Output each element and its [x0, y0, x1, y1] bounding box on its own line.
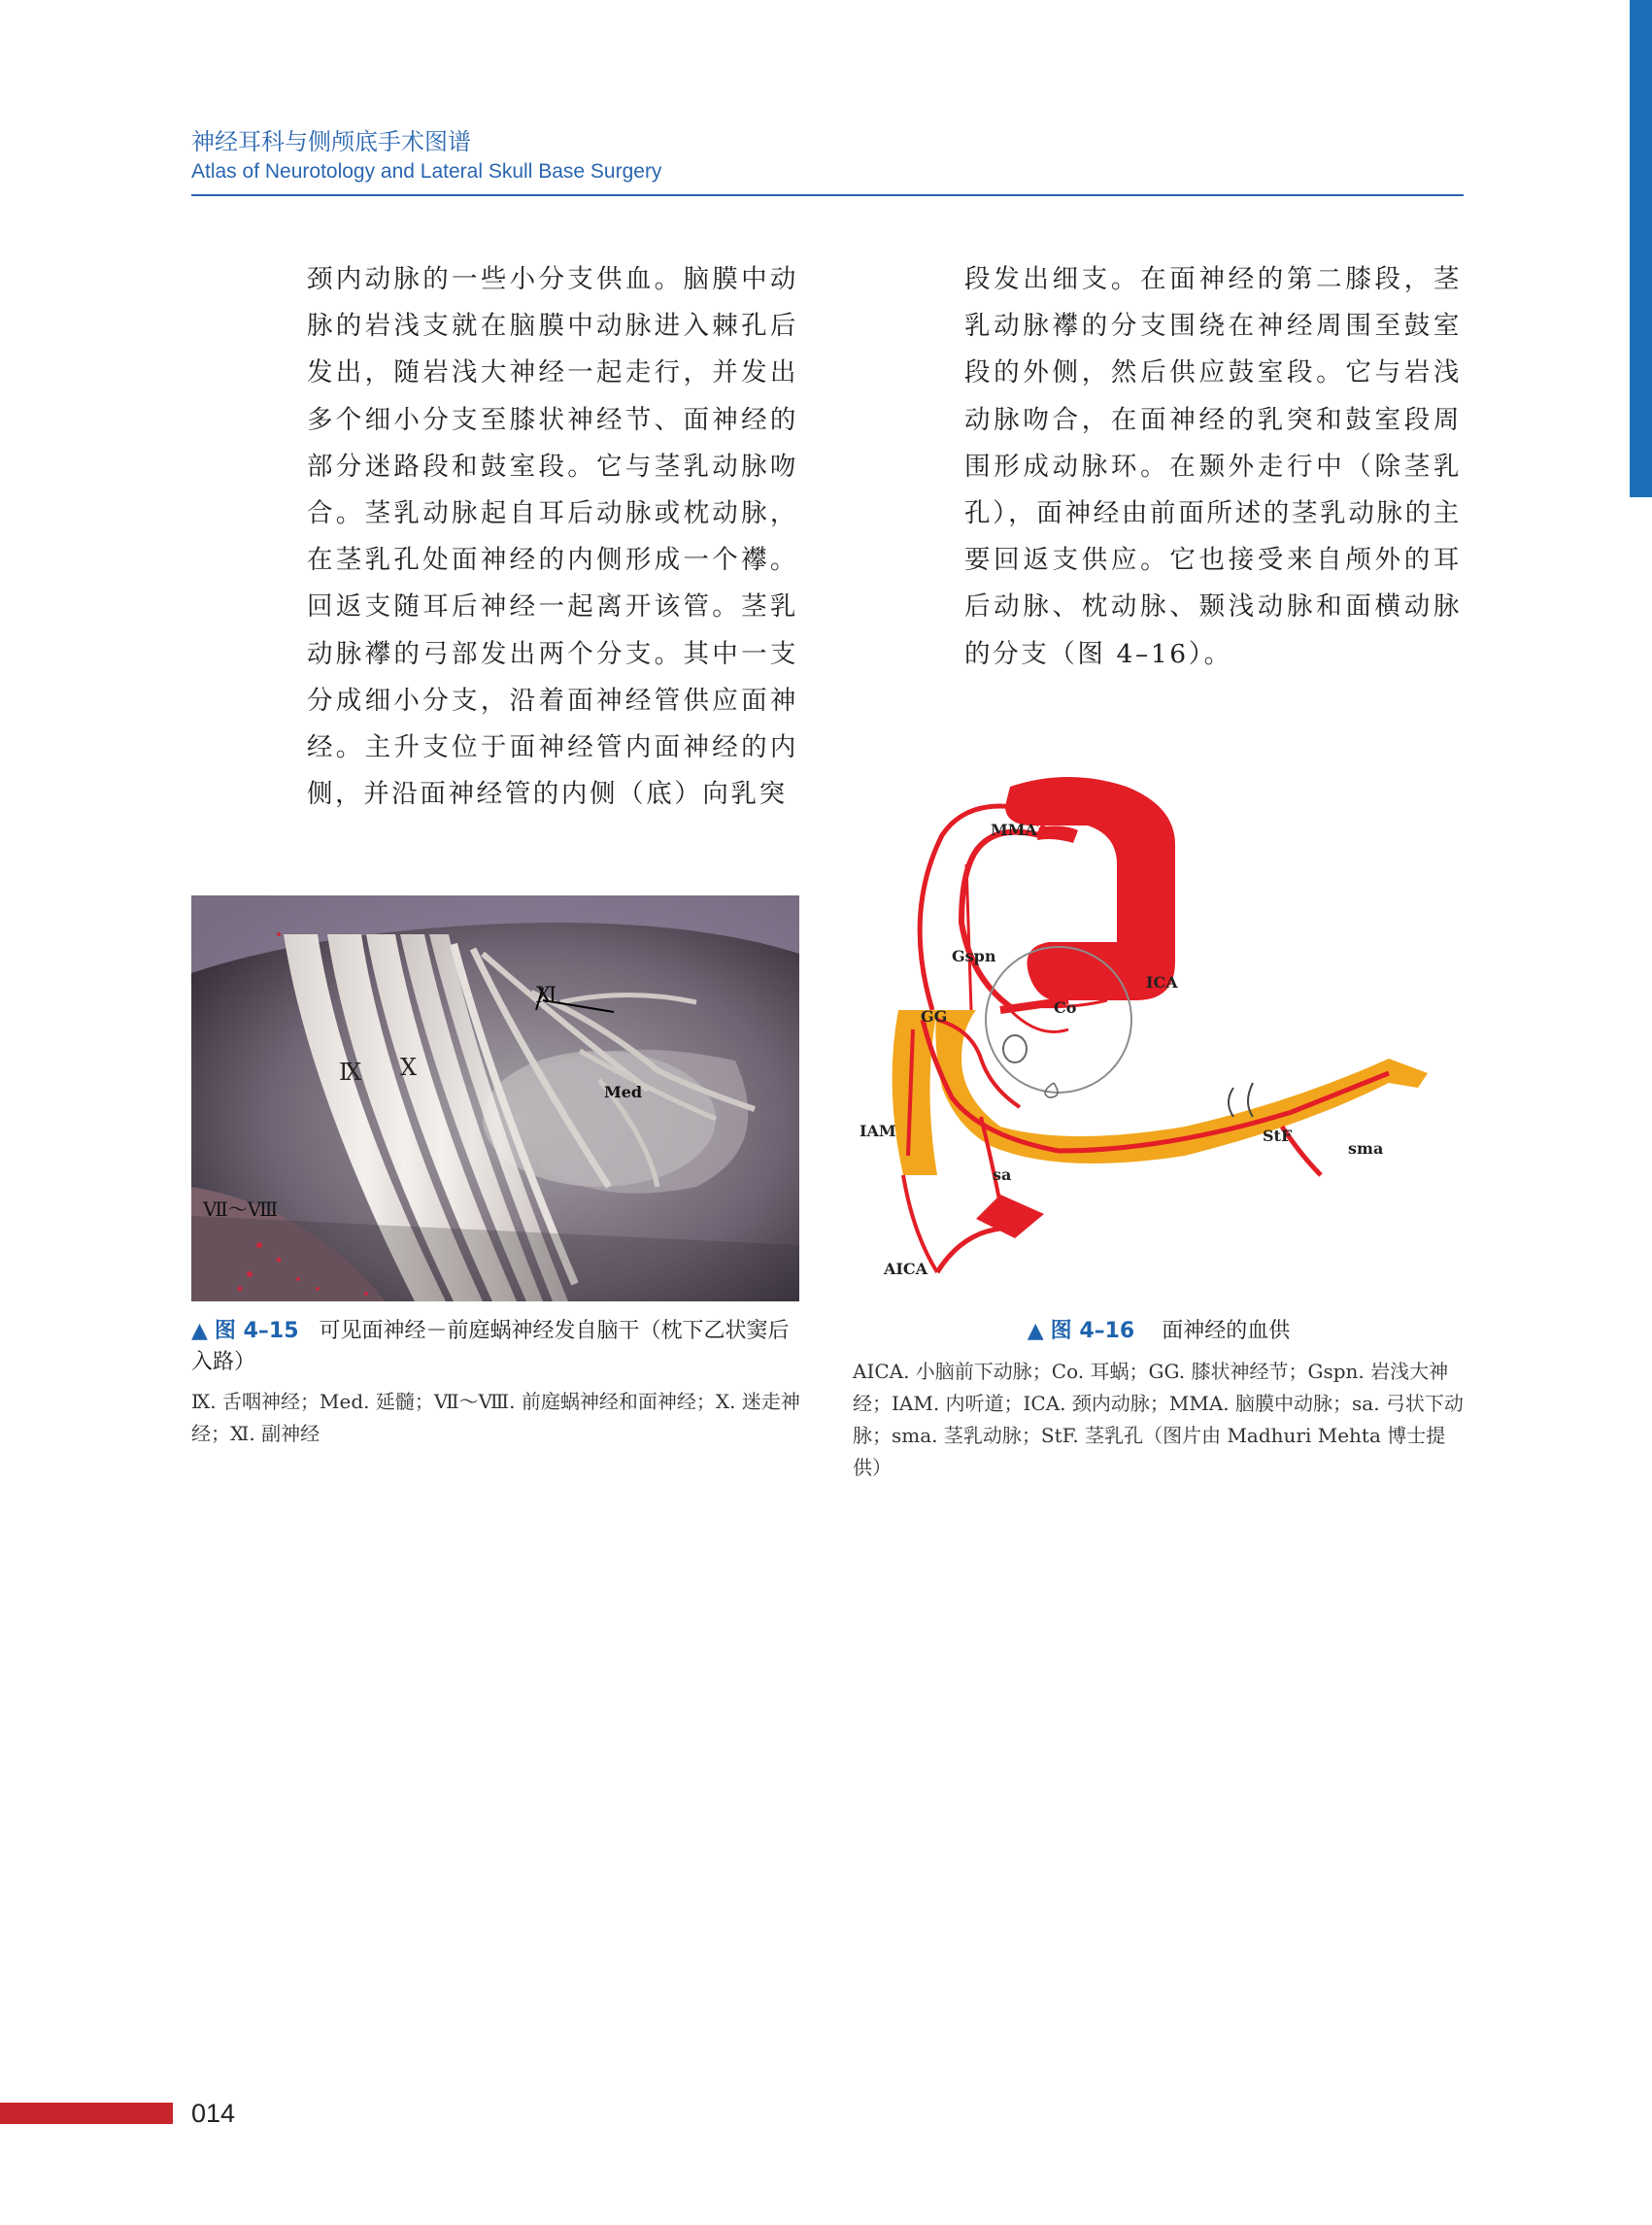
label-sma: sma [1348, 1139, 1384, 1158]
label-stf: StF [1263, 1127, 1293, 1145]
header-title-en: Atlas of Neurotology and Lateral Skull Base Surgery [191, 160, 662, 183]
label-x: Ⅹ [400, 1054, 418, 1081]
footer-accent-bar [0, 2103, 173, 2124]
figure-4-16-diagram [845, 767, 1447, 1282]
caption-title-text: 可见面神经－前庭蜗神经发自脑干（枕下乙状窦后入路） [191, 1319, 790, 1374]
label-aica: AICA [884, 1260, 928, 1278]
label-iam: IAM [860, 1122, 896, 1140]
page-number: 014 [191, 2099, 236, 2128]
label-med: Med [604, 1083, 643, 1101]
caption-title-text: 面神经的血供 [1162, 1319, 1291, 1343]
facial-nerve-blood-supply-diagram [845, 767, 1447, 1282]
figure-4-16-caption-title [853, 1316, 1465, 1347]
figure-4-15-photo [191, 895, 799, 1301]
header-title-cn: 神经耳科与侧颅底手术图谱 [191, 128, 471, 155]
label-xi: Ⅺ [536, 984, 557, 1008]
label-ica: ICA [1146, 973, 1178, 992]
figure-4-15-caption [191, 1316, 803, 1450]
label-ix: Ⅸ [339, 1059, 362, 1086]
label-gg: GG [921, 1007, 948, 1026]
running-header [191, 126, 1464, 186]
figure-4-15-caption-title [191, 1316, 803, 1378]
label-mma: MMA [991, 821, 1037, 839]
header-rule [191, 194, 1464, 196]
side-color-tab [1630, 0, 1652, 497]
caption-number: 图 4–15 [214, 1319, 299, 1343]
caption-desc-text: AICA. 小脑前下动脉；Co. 耳蜗；GG. 膝状神经节；Gspn. 岩浅大神经；IAM. 内听道；ICA. 颈内动脉；MMA. 脑膜中动脉；sa. 弓状下动脉；sma. 茎乳动脉；StF. 茎乳孔（图片由 Madhuri Mehta 博士提供） [853, 1360, 1464, 1479]
caption-marker: ▲ [1027, 1319, 1044, 1343]
surgical-photo-illustration [191, 895, 799, 1301]
label-co: Co [1054, 998, 1077, 1017]
label-sa: sa [993, 1165, 1012, 1184]
label-vii-viii: Ⅶ～Ⅷ [203, 1197, 279, 1221]
body-text-right-column: 段发出细支。在面神经的第二膝段，茎乳动脉襻的分支围绕在神经周围至鼓室段的外侧，然后供应鼓室段。它与岩浅动脉吻合，在面神经的乳突和鼓室段周围形成动脉环。在颞外走行中（除茎乳孔），面神经由前面所述的茎乳动脉的主要回返支供应。它也接受来自颅外的耳后动脉、枕动脉、颞浅动脉和面横动脉的分支（图 4–16）。 [964, 264, 1462, 669]
figure-4-16-caption-desc [853, 1356, 1465, 1484]
label-gspn: Gspn [952, 947, 996, 965]
figure-4-15-caption-desc: Ⅸ. 舌咽神经；Med. 延髓；Ⅶ～Ⅷ. 前庭蜗神经和面神经；Ⅹ. 迷走神经；Ⅺ. 副神经 [191, 1390, 800, 1445]
caption-marker: ▲ [191, 1319, 208, 1343]
caption-number: 图 4–16 [1050, 1319, 1135, 1343]
body-text-left-column: 颈内动脉的一些小分支供血。脑膜中动脉的岩浅支就在脑膜中动脉进入棘孔后发出，随岩浅大神经一起走行，并发出多个细小分支至膝状神经节、面神经的部分迷路段和鼓室段。它与茎乳动脉吻合。茎乳动脉起自耳后动脉或枕动脉，在茎乳孔处面神经的内侧形成一个襻。回返支随耳后神经一起离开该管。茎乳动脉襻的弓部发出两个分支。其中一支分成细小分支，沿着面神经管供应面神经。主升支位于面神经管内面神经的内侧，并沿面神经管的内侧（底）向乳突 [307, 264, 798, 810]
